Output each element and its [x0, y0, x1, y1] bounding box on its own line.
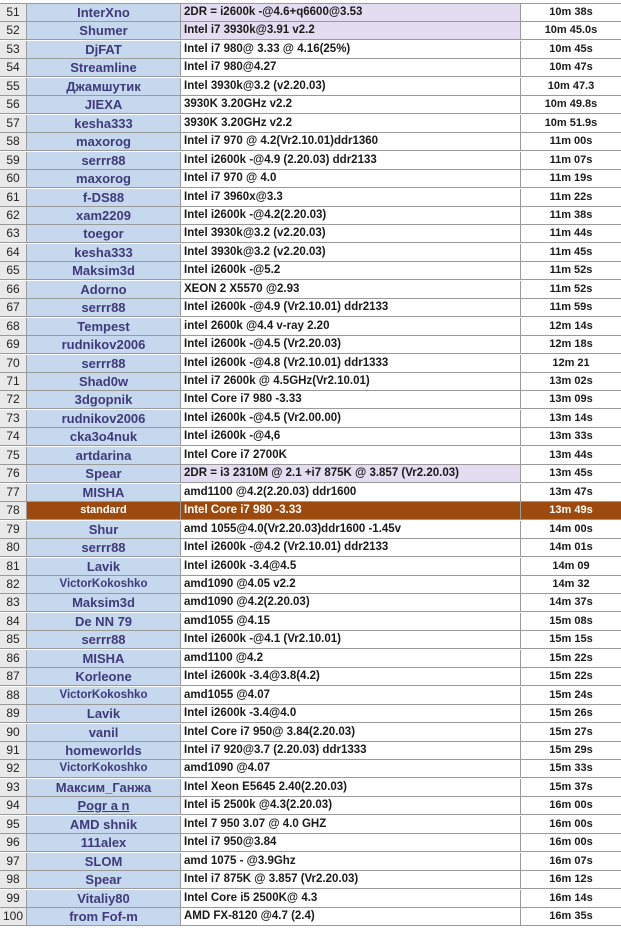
render-time-cell[interactable]: 11m 59s: [521, 299, 621, 316]
row-number-cell[interactable]: 68: [0, 318, 27, 335]
participant-name-cell[interactable]: SLOM: [27, 853, 181, 870]
row-number-cell[interactable]: 69: [0, 336, 27, 353]
participant-name-cell[interactable]: VictorKokoshko: [27, 687, 181, 704]
table-row[interactable]: [0, 170, 621, 188]
participant-name-cell[interactable]: toegor: [27, 225, 181, 242]
table-row[interactable]: [0, 115, 621, 133]
row-number-cell[interactable]: 80: [0, 539, 27, 556]
table-row[interactable]: [0, 281, 621, 299]
cpu-config-cell[interactable]: Intel i2600k -@4.2(2.20.03): [181, 207, 521, 224]
participant-name-cell[interactable]: Pogr a n: [27, 797, 181, 814]
row-number-cell[interactable]: 97: [0, 853, 27, 870]
row-number-cell[interactable]: 90: [0, 724, 27, 741]
participant-name-cell[interactable]: serrr88: [27, 539, 181, 556]
participant-name-cell[interactable]: Vitaliy80: [27, 890, 181, 907]
row-number-cell[interactable]: 61: [0, 189, 27, 206]
render-time-cell[interactable]: 10m 51.9s: [521, 115, 621, 132]
render-time-cell[interactable]: 13m 49s: [521, 502, 621, 519]
table-row[interactable]: [0, 521, 621, 539]
row-number-cell[interactable]: 85: [0, 631, 27, 648]
render-time-cell[interactable]: 12m 21: [521, 355, 621, 372]
cpu-config-cell[interactable]: XEON 2 X5570 @2.93: [181, 281, 521, 298]
cpu-config-cell[interactable]: Intel i2600k -@4.5 (Vr2.00.00): [181, 410, 521, 427]
render-time-cell[interactable]: 15m 22s: [521, 650, 621, 667]
row-number-cell[interactable]: 59: [0, 152, 27, 169]
table-row[interactable]: [0, 447, 621, 465]
cpu-config-cell[interactable]: amd1090 @4.05 v2.2: [181, 576, 521, 593]
participant-name-cell[interactable]: standard: [27, 502, 181, 519]
row-number-cell[interactable]: 74: [0, 428, 27, 445]
cpu-config-cell[interactable]: Intel Xeon E5645 2.40(2.20.03): [181, 779, 521, 796]
cpu-config-cell[interactable]: Intel i7 950@3.84: [181, 834, 521, 851]
row-number-cell[interactable]: 83: [0, 594, 27, 611]
participant-name-cell[interactable]: xam2209: [27, 207, 181, 224]
table-row[interactable]: [0, 908, 621, 926]
render-time-cell[interactable]: 13m 02s: [521, 373, 621, 390]
cpu-config-cell[interactable]: Intel Core i7 950@ 3.84(2.20.03): [181, 724, 521, 741]
cpu-config-cell[interactable]: Intel Core i7 2700K: [181, 447, 521, 464]
table-row[interactable]: [0, 687, 621, 705]
cpu-config-cell[interactable]: Intel 7 950 3.07 @ 4.0 GHZ: [181, 816, 521, 833]
table-row[interactable]: [0, 668, 621, 686]
cpu-config-cell[interactable]: amd 1055@4.0(Vr2.20.03)ddr1600 -1.45v: [181, 521, 521, 538]
render-time-cell[interactable]: 11m 07s: [521, 152, 621, 169]
render-time-cell[interactable]: 12m 18s: [521, 336, 621, 353]
row-number-cell[interactable]: 72: [0, 391, 27, 408]
table-row[interactable]: [0, 318, 621, 336]
row-number-cell[interactable]: 76: [0, 465, 27, 482]
render-time-cell[interactable]: 15m 29s: [521, 742, 621, 759]
render-time-cell[interactable]: 10m 38s: [521, 4, 621, 21]
cpu-config-cell[interactable]: Intel i7 875K @ 3.857 (Vr2.20.03): [181, 871, 521, 888]
participant-name-cell[interactable]: Maksim3d: [27, 594, 181, 611]
render-time-cell[interactable]: 13m 45s: [521, 465, 621, 482]
render-time-cell[interactable]: 16m 00s: [521, 816, 621, 833]
table-row[interactable]: [0, 428, 621, 446]
render-time-cell[interactable]: 10m 47s: [521, 59, 621, 76]
row-number-cell[interactable]: 51: [0, 4, 27, 21]
participant-name-cell[interactable]: from Fof-m: [27, 908, 181, 925]
table-row[interactable]: [0, 391, 621, 409]
render-time-cell[interactable]: 14m 32: [521, 576, 621, 593]
render-time-cell[interactable]: 11m 52s: [521, 262, 621, 279]
row-number-cell[interactable]: 99: [0, 890, 27, 907]
row-number-cell[interactable]: 87: [0, 668, 27, 685]
participant-name-cell[interactable]: Shad0w: [27, 373, 181, 390]
cpu-config-cell[interactable]: amd1055 @4.07: [181, 687, 521, 704]
table-row[interactable]: [0, 59, 621, 77]
participant-name-cell[interactable]: f-DS88: [27, 189, 181, 206]
table-row[interactable]: [0, 742, 621, 760]
row-number-cell[interactable]: 56: [0, 96, 27, 113]
table-row[interactable]: [0, 539, 621, 557]
participant-name-cell[interactable]: JIEXA: [27, 96, 181, 113]
render-time-cell[interactable]: 11m 45s: [521, 244, 621, 261]
row-number-cell[interactable]: 86: [0, 650, 27, 667]
table-row[interactable]: [0, 465, 621, 483]
participant-name-cell[interactable]: maxorog: [27, 170, 181, 187]
participant-name-cell[interactable]: MISHA: [27, 650, 181, 667]
render-time-cell[interactable]: 12m 14s: [521, 318, 621, 335]
cpu-config-cell[interactable]: Intel i2600k -@4.2 (Vr2.10.01) ddr2133: [181, 539, 521, 556]
participant-name-cell[interactable]: 111alex: [27, 834, 181, 851]
render-time-cell[interactable]: 13m 09s: [521, 391, 621, 408]
cpu-config-cell[interactable]: Intel i2600k -3.4@3.8(4.2): [181, 668, 521, 685]
cpu-config-cell[interactable]: Intel 3930k@3.2 (v2.20.03): [181, 244, 521, 261]
cpu-config-cell[interactable]: amd 1075 - @3.9Ghz: [181, 853, 521, 870]
table-row[interactable]: [0, 797, 621, 815]
table-row[interactable]: [0, 871, 621, 889]
table-row[interactable]: [0, 890, 621, 908]
table-row[interactable]: [0, 189, 621, 207]
row-number-cell[interactable]: 94: [0, 797, 27, 814]
row-number-cell[interactable]: 67: [0, 299, 27, 316]
row-number-cell[interactable]: 95: [0, 816, 27, 833]
cpu-config-cell[interactable]: Intel i7 970 @ 4.0: [181, 170, 521, 187]
cpu-config-cell[interactable]: Intel i2600k -@4.1 (Vr2.10.01): [181, 631, 521, 648]
participant-name-cell[interactable]: Джамшутик: [27, 78, 181, 95]
row-number-cell[interactable]: 78: [0, 502, 27, 519]
participant-name-cell[interactable]: Streamline: [27, 59, 181, 76]
table-row[interactable]: [0, 4, 621, 22]
row-number-cell[interactable]: 91: [0, 742, 27, 759]
table-row[interactable]: [0, 631, 621, 649]
participant-name-cell[interactable]: serrr88: [27, 299, 181, 316]
table-row[interactable]: [0, 834, 621, 852]
render-time-cell[interactable]: 15m 22s: [521, 668, 621, 685]
row-number-cell[interactable]: 52: [0, 22, 27, 39]
cpu-config-cell[interactable]: 3930K 3.20GHz v2.2: [181, 96, 521, 113]
row-number-cell[interactable]: 55: [0, 78, 27, 95]
render-time-cell[interactable]: 15m 26s: [521, 705, 621, 722]
render-time-cell[interactable]: 16m 07s: [521, 853, 621, 870]
participant-name-cell[interactable]: Korleone: [27, 668, 181, 685]
cpu-config-cell[interactable]: Intel 3930k@3.2 (v2.20.03): [181, 225, 521, 242]
render-time-cell[interactable]: 16m 14s: [521, 890, 621, 907]
render-time-cell[interactable]: 11m 52s: [521, 281, 621, 298]
participant-name-cell[interactable]: serrr88: [27, 152, 181, 169]
row-number-cell[interactable]: 57: [0, 115, 27, 132]
participant-name-cell[interactable]: Shumer: [27, 22, 181, 39]
cpu-config-cell[interactable]: amd1090 @4.2(2.20.03): [181, 594, 521, 611]
participant-name-cell[interactable]: Tempest: [27, 318, 181, 335]
participant-name-cell[interactable]: rudnikov2006: [27, 336, 181, 353]
row-number-cell[interactable]: 75: [0, 447, 27, 464]
participant-name-cell[interactable]: rudnikov2006: [27, 410, 181, 427]
row-number-cell[interactable]: 66: [0, 281, 27, 298]
table-row[interactable]: [0, 779, 621, 797]
render-time-cell[interactable]: 11m 19s: [521, 170, 621, 187]
cpu-config-cell[interactable]: amd1100 @4.2(2.20.03) ddr1600: [181, 484, 521, 501]
row-number-cell[interactable]: 93: [0, 779, 27, 796]
cpu-config-cell[interactable]: Intel i2600k -@4.8 (Vr2.10.01) ddr1333: [181, 355, 521, 372]
participant-name-cell[interactable]: Spear: [27, 465, 181, 482]
render-time-cell[interactable]: 14m 00s: [521, 521, 621, 538]
cpu-config-cell[interactable]: Intel i2600k -@5.2: [181, 262, 521, 279]
table-row[interactable]: [0, 373, 621, 391]
cpu-config-cell[interactable]: Intel i7 970 @ 4.2(Vr2.10.01)ddr1360: [181, 133, 521, 150]
table-row[interactable]: [0, 502, 621, 520]
cpu-config-cell[interactable]: Intel i7 2600k @ 4.5GHz(Vr2.10.01): [181, 373, 521, 390]
cpu-config-cell[interactable]: Intel i2600k -@4.5 (Vr2.20.03): [181, 336, 521, 353]
participant-name-cell[interactable]: cka3o4nuk: [27, 428, 181, 445]
row-number-cell[interactable]: 77: [0, 484, 27, 501]
row-number-cell[interactable]: 81: [0, 558, 27, 575]
cpu-config-cell[interactable]: intel 2600k @4.4 v-ray 2.20: [181, 318, 521, 335]
row-number-cell[interactable]: 58: [0, 133, 27, 150]
row-number-cell[interactable]: 89: [0, 705, 27, 722]
table-row[interactable]: [0, 760, 621, 778]
cpu-config-cell[interactable]: Intel i7 920@3.7 (2.20.03) ddr1333: [181, 742, 521, 759]
table-row[interactable]: [0, 133, 621, 151]
row-number-cell[interactable]: 100: [0, 908, 27, 925]
cpu-config-cell[interactable]: amd1055 @4.15: [181, 613, 521, 630]
cpu-config-cell[interactable]: 2DR = i3 2310M @ 2.1 +i7 875K @ 3.857 (Vr2.20.03): [181, 465, 521, 482]
cpu-config-cell[interactable]: Intel i7 3960x@3.3: [181, 189, 521, 206]
render-time-cell[interactable]: 13m 47s: [521, 484, 621, 501]
cpu-config-cell[interactable]: 2DR = i2600k -@4.6+q6600@3.53: [181, 4, 521, 21]
render-time-cell[interactable]: 15m 37s: [521, 779, 621, 796]
row-number-cell[interactable]: 60: [0, 170, 27, 187]
row-number-cell[interactable]: 82: [0, 576, 27, 593]
participant-name-cell[interactable]: kesha333: [27, 115, 181, 132]
cpu-config-cell[interactable]: Intel i7 3930k@3.91 v2.2: [181, 22, 521, 39]
cpu-config-cell[interactable]: 3930K 3.20GHz v2.2: [181, 115, 521, 132]
render-time-cell[interactable]: 16m 35s: [521, 908, 621, 925]
render-time-cell[interactable]: 10m 45s: [521, 41, 621, 58]
cpu-config-cell[interactable]: Intel 3930k@3.2 (v2.20.03): [181, 78, 521, 95]
render-time-cell[interactable]: 13m 33s: [521, 428, 621, 445]
render-time-cell[interactable]: 15m 27s: [521, 724, 621, 741]
cpu-config-cell[interactable]: Intel i5 2500k @4.3(2.20.03): [181, 797, 521, 814]
participant-name-cell[interactable]: serrr88: [27, 355, 181, 372]
table-row[interactable]: [0, 484, 621, 502]
participant-name-cell[interactable]: artdarina: [27, 447, 181, 464]
participant-name-cell[interactable]: serrr88: [27, 631, 181, 648]
participant-name-cell[interactable]: VictorKokoshko: [27, 760, 181, 777]
table-row[interactable]: [0, 724, 621, 742]
table-row[interactable]: [0, 853, 621, 871]
participant-name-cell[interactable]: Maksim3d: [27, 262, 181, 279]
cpu-config-cell[interactable]: Intel i2600k -@4,6: [181, 428, 521, 445]
row-number-cell[interactable]: 98: [0, 871, 27, 888]
row-number-cell[interactable]: 62: [0, 207, 27, 224]
render-time-cell[interactable]: 11m 44s: [521, 225, 621, 242]
table-row[interactable]: [0, 336, 621, 354]
row-number-cell[interactable]: 53: [0, 41, 27, 58]
row-number-cell[interactable]: 96: [0, 834, 27, 851]
row-number-cell[interactable]: 63: [0, 225, 27, 242]
render-time-cell[interactable]: 10m 49.8s: [521, 96, 621, 113]
participant-name-cell[interactable]: Lavik: [27, 558, 181, 575]
participant-name-cell[interactable]: DjFAT: [27, 41, 181, 58]
row-number-cell[interactable]: 64: [0, 244, 27, 261]
table-row[interactable]: [0, 78, 621, 96]
table-row[interactable]: [0, 225, 621, 243]
cpu-config-cell[interactable]: Intel Core i5 2500K@ 4.3: [181, 890, 521, 907]
render-time-cell[interactable]: 14m 09: [521, 558, 621, 575]
table-row[interactable]: [0, 650, 621, 668]
table-row[interactable]: [0, 355, 621, 373]
table-row[interactable]: [0, 244, 621, 262]
table-row[interactable]: [0, 594, 621, 612]
row-number-cell[interactable]: 84: [0, 613, 27, 630]
table-row[interactable]: [0, 299, 621, 317]
participant-name-cell[interactable]: VictorKokoshko: [27, 576, 181, 593]
row-number-cell[interactable]: 73: [0, 410, 27, 427]
render-time-cell[interactable]: 11m 22s: [521, 189, 621, 206]
table-row[interactable]: [0, 22, 621, 40]
row-number-cell[interactable]: 79: [0, 521, 27, 538]
render-time-cell[interactable]: 15m 24s: [521, 687, 621, 704]
participant-name-cell[interactable]: De NN 79: [27, 613, 181, 630]
participant-name-cell[interactable]: 3dgopnik: [27, 391, 181, 408]
table-row[interactable]: [0, 816, 621, 834]
participant-name-cell[interactable]: Shur: [27, 521, 181, 538]
row-number-cell[interactable]: 70: [0, 355, 27, 372]
participant-name-cell[interactable]: Lavik: [27, 705, 181, 722]
participant-name-cell[interactable]: Максим_Ганжа: [27, 779, 181, 796]
participant-name-cell[interactable]: AMD shnik: [27, 816, 181, 833]
table-row[interactable]: [0, 558, 621, 576]
cpu-config-cell[interactable]: Intel i7 980@4.27: [181, 59, 521, 76]
table-row[interactable]: [0, 207, 621, 225]
cpu-config-cell[interactable]: Intel i2600k -3.4@4.0: [181, 705, 521, 722]
cpu-config-cell[interactable]: amd1090 @4.07: [181, 760, 521, 777]
render-time-cell[interactable]: 13m 14s: [521, 410, 621, 427]
render-time-cell[interactable]: 13m 44s: [521, 447, 621, 464]
participant-name-cell[interactable]: vanil: [27, 724, 181, 741]
render-time-cell[interactable]: 16m 12s: [521, 871, 621, 888]
participant-name-cell[interactable]: InterXno: [27, 4, 181, 21]
cpu-config-cell[interactable]: Intel Core i7 980 -3.33: [181, 391, 521, 408]
render-time-cell[interactable]: 15m 08s: [521, 613, 621, 630]
render-time-cell[interactable]: 16m 00s: [521, 797, 621, 814]
row-number-cell[interactable]: 65: [0, 262, 27, 279]
render-time-cell[interactable]: 16m 00s: [521, 834, 621, 851]
cpu-config-cell[interactable]: AMD FX-8120 @4.7 (2.4): [181, 908, 521, 925]
table-row[interactable]: [0, 410, 621, 428]
participant-name-cell[interactable]: kesha333: [27, 244, 181, 261]
table-row[interactable]: [0, 705, 621, 723]
render-time-cell[interactable]: 14m 01s: [521, 539, 621, 556]
render-time-cell[interactable]: 10m 45.0s: [521, 22, 621, 39]
render-time-cell[interactable]: 11m 00s: [521, 133, 621, 150]
cpu-config-cell[interactable]: Intel i7 980@ 3.33 @ 4.16(25%): [181, 41, 521, 58]
participant-name-cell[interactable]: Adorno: [27, 281, 181, 298]
participant-name-cell[interactable]: MISHA: [27, 484, 181, 501]
table-row[interactable]: [0, 613, 621, 631]
render-time-cell[interactable]: 15m 33s: [521, 760, 621, 777]
cpu-config-cell[interactable]: amd1100 @4.2: [181, 650, 521, 667]
row-number-cell[interactable]: 71: [0, 373, 27, 390]
participant-name-cell[interactable]: Spear: [27, 871, 181, 888]
participant-name-cell[interactable]: maxorog: [27, 133, 181, 150]
row-number-cell[interactable]: 54: [0, 59, 27, 76]
render-time-cell[interactable]: 15m 15s: [521, 631, 621, 648]
render-time-cell[interactable]: 10m 47.3: [521, 78, 621, 95]
row-number-cell[interactable]: 88: [0, 687, 27, 704]
participant-name-cell[interactable]: homeworlds: [27, 742, 181, 759]
cpu-config-cell[interactable]: Intel i2600k -@4.9 (Vr2.10.01) ddr2133: [181, 299, 521, 316]
table-row[interactable]: [0, 262, 621, 280]
table-row[interactable]: [0, 96, 621, 114]
table-row[interactable]: [0, 41, 621, 59]
table-row[interactable]: [0, 576, 621, 594]
render-time-cell[interactable]: 14m 37s: [521, 594, 621, 611]
table-row[interactable]: [0, 152, 621, 170]
row-number-cell[interactable]: 92: [0, 760, 27, 777]
cpu-config-cell[interactable]: Intel Core i7 980 -3.33: [181, 502, 521, 519]
cpu-config-cell[interactable]: Intel i2600k -3.4@4.5: [181, 558, 521, 575]
render-time-cell[interactable]: 11m 38s: [521, 207, 621, 224]
cpu-config-cell[interactable]: Intel i2600k -@4.9 (2.20.03) ddr2133: [181, 152, 521, 169]
